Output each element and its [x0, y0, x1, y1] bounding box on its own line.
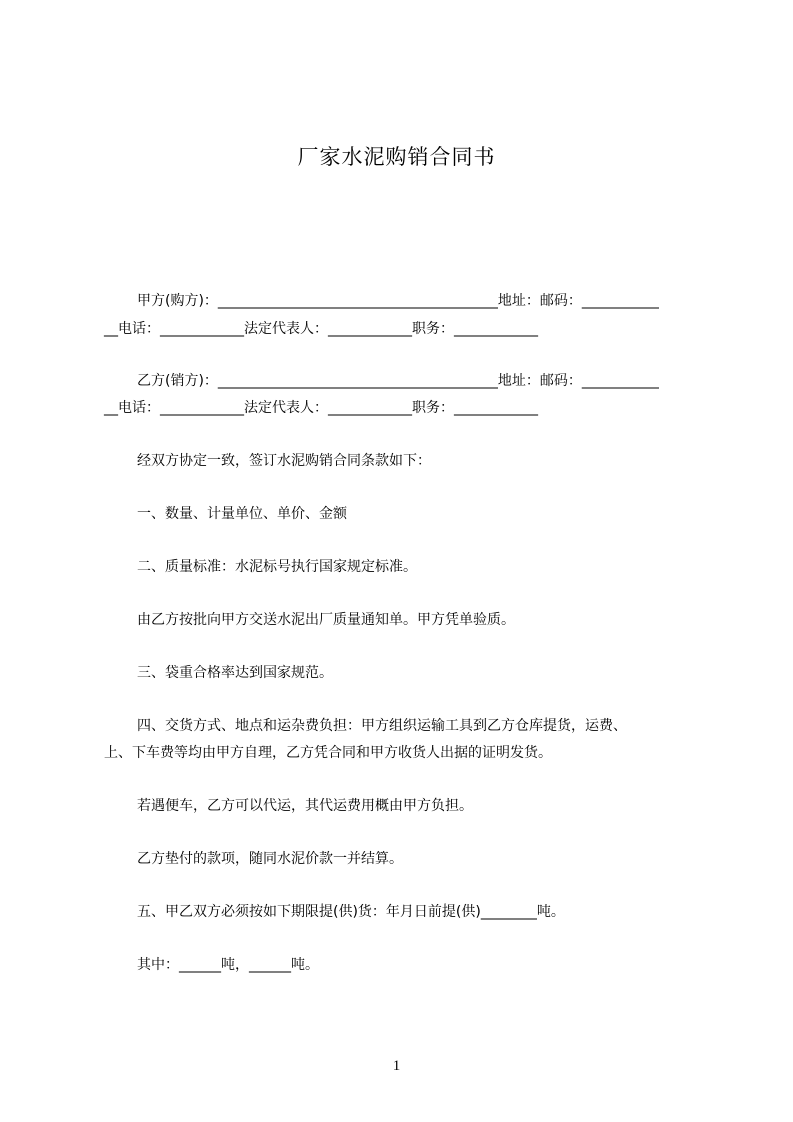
clause-3: 三、袋重合格率达到国家规范。: [137, 665, 333, 681]
intro-paragraph: 经双方协定一致，签订水泥购销合同条款如下：: [137, 453, 431, 469]
document-title: 厂家水泥购销合同书: [297, 145, 496, 169]
clause-2: 二、质量标准：水泥标号执行国家规定标准。: [137, 559, 417, 575]
clause-1: 一、数量、计量单位、单价、金额: [137, 506, 347, 522]
party-b-line-1: 乙方(销方)：________________________________________地址：邮码：___________: [137, 373, 659, 389]
clause-5: 五、甲乙双方必须按如下期限提(供)货：年月日前提(供)________吨。: [137, 904, 565, 920]
party-a-line-2: __电话：____________法定代表人：____________职务：____________: [104, 321, 538, 337]
clause-4-line-2: 上、下车费等均由甲方自理，乙方凭合同和甲方收货人出据的证明发货。: [104, 745, 552, 761]
party-b-line-2: __电话：____________法定代表人：____________职务：____________: [104, 400, 538, 416]
clause-5-detail: 其中：______吨，______吨。: [137, 957, 319, 973]
page-number: 1: [392, 1058, 401, 1074]
party-a-line-1: 甲方(购方)：________________________________________地址：邮码：___________: [137, 293, 659, 309]
clause-4-detail-2: 乙方垫付的款项，随同水泥价款一并结算。: [137, 851, 403, 867]
clause-2-detail: 由乙方按批向甲方交送水泥出厂质量通知单。甲方凭单验质。: [137, 612, 515, 628]
clause-4-line-1: 四、交货方式、地点和运杂费负担：甲方组织运输工具到乙方仓库提货，运费、: [137, 718, 627, 734]
clause-4-detail-1: 若遇便车，乙方可以代运，其代运费用概由甲方负担。: [137, 798, 473, 814]
